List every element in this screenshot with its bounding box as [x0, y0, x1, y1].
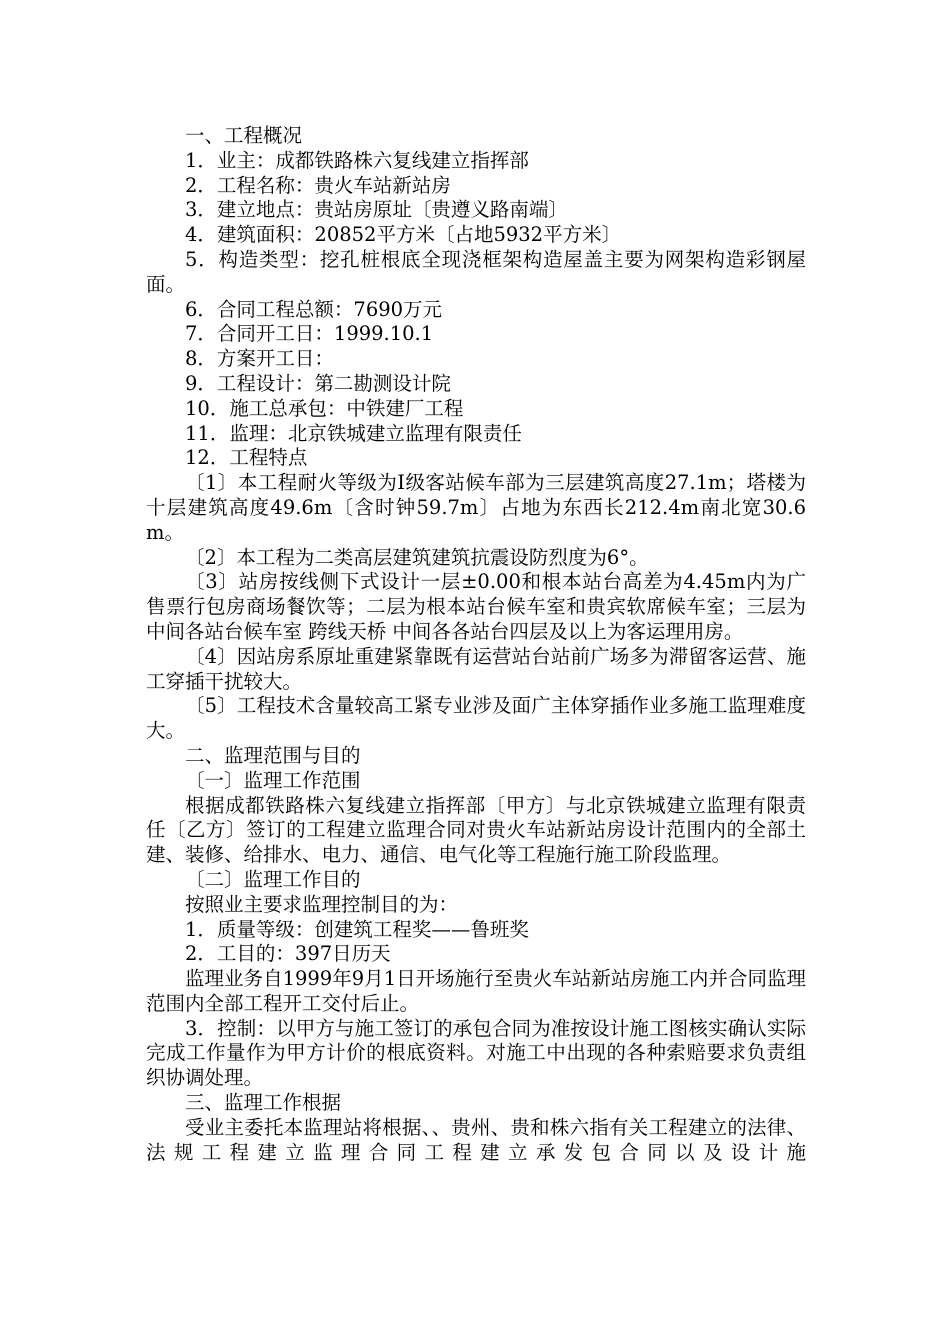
list-item: 2．工程名称：贵火车站新站房: [185, 173, 451, 197]
list-item: 8．方案开工日：: [185, 347, 334, 371]
list-item: 5．构造类型：挖孔桩根底全现浇框架构造屋盖主要为网架构造彩钢屋面。: [146, 247, 806, 296]
section-heading: 三、监理工作根据: [185, 1091, 342, 1115]
subsection-heading: 〔二〕监理工作目的: [185, 867, 361, 891]
subsection-heading: 〔一〕监理工作范围: [185, 768, 361, 792]
body-paragraph: 〔3〕站房按线侧下式设计一层±0.00和根本站台高差为4.45m内为广售票行包房商场餐饮等；二层为根本站台候车室和贵宾软席候车室；三层为中间各站台候车室 跨线天桥 中间各各站台四层及以上为客运理用房。: [146, 570, 806, 643]
body-paragraph: 〔5〕工程技术含量较高工紧专业涉及面广主体穿插作业多施工监理难度大。: [146, 694, 806, 743]
list-item: 1．业主：成都铁路株六复线建立指挥部: [185, 148, 529, 172]
list-item: 9．工程设计：第二勘测设计院: [185, 371, 451, 395]
list-item: 7．合同开工日：1999.10.1: [185, 322, 434, 346]
body-paragraph: 根据成都铁路株六复线建立指挥部〔甲方〕与北京铁城建立监理有限责任〔乙方〕签订的工程建立监理合同对贵火车站新站房设计范围内的全部土建、装修、给排水、电力、通信、电气化等工程施行施工阶段监理。: [146, 793, 806, 867]
section-heading: 二、监理范围与目的: [185, 743, 361, 767]
list-item: 2．工目的：397日历天: [185, 942, 391, 966]
body-paragraph: 监理业务自1999年9月1日开场施行至贵火车站新站房施工内并合同监理范围内全部工程开工交付后止。: [146, 967, 806, 1015]
list-item: 6．合同工程总额：7690万元: [185, 297, 443, 321]
body-paragraph: 〔1〕本工程耐火等级为Ⅰ级客站候车部为三层建筑高度27.1m；塔楼为十层建筑高度49.6m〔含时钟59.7m〕占地为东西长212.4m南北宽30.6m。: [146, 471, 806, 544]
body-paragraph: 〔2〕本工程为二类高层建筑建筑抗震设防烈度为6°。: [185, 545, 649, 569]
section-heading: 一、工程概况: [185, 124, 303, 147]
body-paragraph: 受业主委托本监理站将根据、、贵州、贵和株六指有关工程建立的法律、法规工程建立监理合同工程建立承发包合同以及设计施: [146, 1115, 806, 1164]
list-item: 10．施工总承包：中铁建厂工程: [185, 396, 464, 420]
list-item: 3．建立地点：贵站房原址〔贵遵义路南端〕: [185, 198, 568, 222]
list-item: 11．监理：北京铁城建立监理有限责任: [185, 421, 522, 445]
document-body: [146, 124, 806, 1165]
list-item: 12．工程特点: [185, 446, 308, 470]
list-item: 1．质量等级：创建筑工程奖——鲁班奖: [185, 917, 529, 941]
list-item: 4．建筑面积：20852平方米〔占地5932平方米〕: [185, 223, 622, 247]
body-paragraph: 3．控制：以甲方与施工签订的承包合同为准按设计施工图核实确认实际完成工作量作为甲方计价的根底资料。对施工中出现的各种索赔要求负责组织协调处理。: [146, 1016, 806, 1090]
body-paragraph: 〔4〕因站房系原址重建紧靠既有运营站台站前广场多为滞留客运营、施工穿插干扰较大。: [146, 644, 806, 693]
body-paragraph: 按照业主要求监理控制目的为：: [185, 892, 459, 916]
